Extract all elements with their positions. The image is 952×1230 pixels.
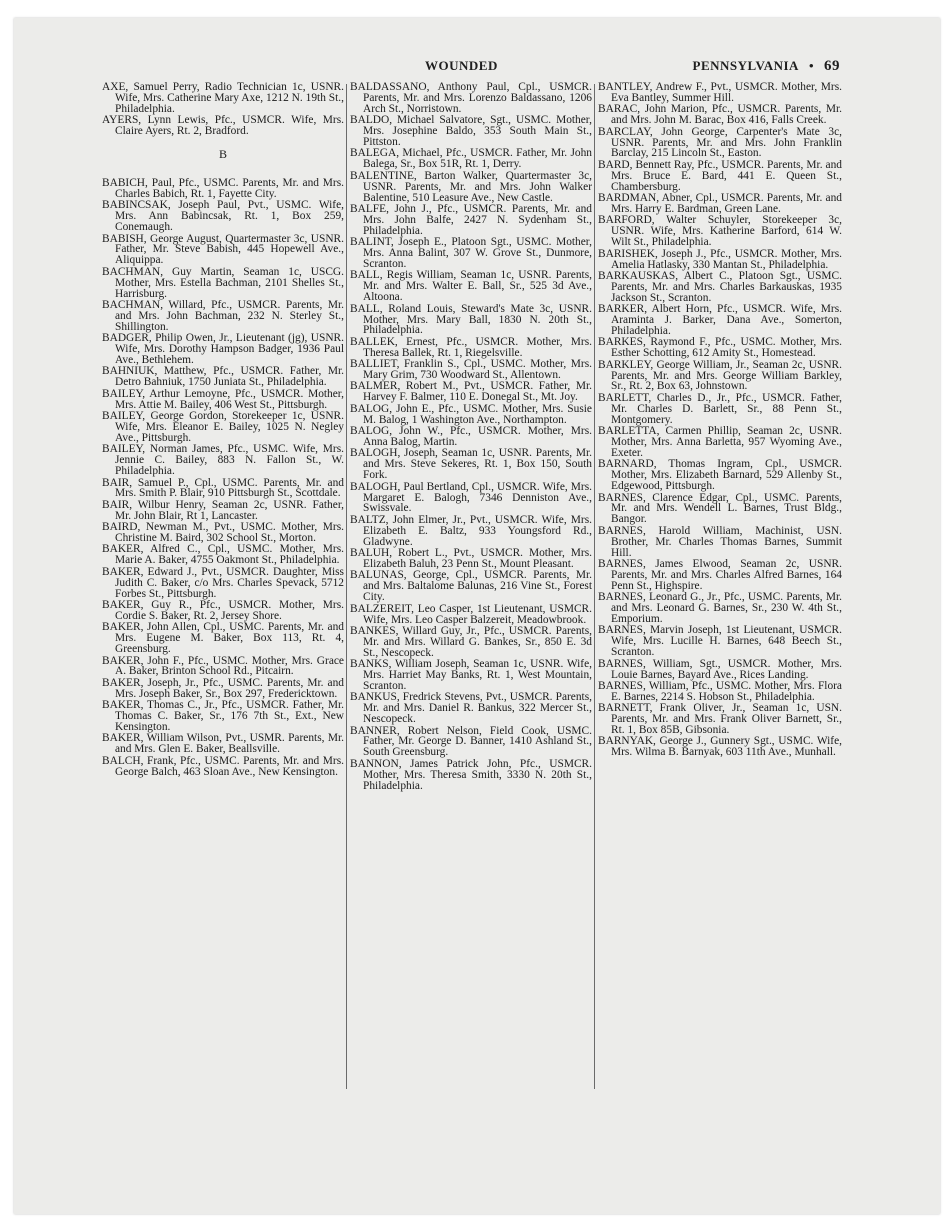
roster-entry: BANNER, Robert Nelson, Field Cook, USMC. Father, Mr. George D. Banner, 1410 Ashland St., South Greensburg. <box>350 724 592 759</box>
column-divider <box>594 84 595 1089</box>
roster-entry: BARNES, James Elwood, Seaman 2c, USNR. Parents, Mr. and Mrs. Charles Alfred Barnes, 164 Penn St., Highspire. <box>598 557 842 592</box>
roster-entry: BARNYAK, George J., Gunnery Sgt., USMC. Wife, Mrs. Wilma B. Barnyak, 603 11th Ave., Munhall. <box>598 735 842 759</box>
column-divider <box>346 84 347 1089</box>
roster-entry: BALENTINE, Barton Walker, Quartermaster 3c, USNR. Parents, Mr. and Mrs. John Walker Balentine, 510 Leasure Ave., New Castle. <box>350 169 592 204</box>
roster-entry: BAKER, Guy R., Pfc., USMCR. Mother, Mrs. Cordie S. Baker, Rt. 2, Jersey Shore. <box>102 598 344 622</box>
roster-entry: BALFE, John J., Pfc., USMCR. Parents, Mr. and Mrs. John Balfe, 2427 N. Sydenham St., Philadelphia. <box>350 202 592 237</box>
roster-entry: BAKER, John F., Pfc., USMC. Mother, Mrs. Grace A. Baker, Brinton School Rd., Pitcairn. <box>102 654 344 678</box>
roster-entry: BALL, Roland Louis, Steward's Mate 3c, USNR. Mother, Mrs. Mary Ball, 1830 N. 20th St., Philadelphia. <box>350 302 592 337</box>
roster-entry: BARISHEK, Joseph J., Pfc., USMCR. Mother, Mrs. Amelia Hatlasky, 330 Mantan St., Philadelphia. <box>598 247 842 271</box>
roster-entry: BARNES, Clarence Edgar, Cpl., USMC. Parents, Mr. and Mrs. Wendell L. Barnes, Trust Bldg., Bangor. <box>598 491 842 526</box>
section-letter: B <box>218 147 227 162</box>
column-2 <box>350 82 592 1092</box>
roster-entry: BANKES, Willard Guy, Jr., Pfc., USMCR. Parents, Mr. and Mrs. Willard G. Bankes, Sr., 850 E. 3d St., Nescopeck. <box>350 624 592 659</box>
roster-entry: BABINCSAK, Joseph Paul, Pvt., USMC. Wife, Mrs. Ann Babincsak, Rt. 1, Box 259, Conemaugh. <box>102 199 344 234</box>
column-3 <box>598 82 842 1092</box>
roster-entry: BARNES, Marvin Joseph, 1st Lieutenant, USMCR. Wife, Mrs. Lucille H. Barnes, 648 Beech St., Scranton. <box>598 624 842 659</box>
column-3-entries <box>598 82 842 758</box>
roster-entry: BANKS, William Joseph, Seaman 1c, USNR. Wife, Mrs. Harriet May Banks, Rt. 1, West Mountain, Scranton. <box>350 658 592 692</box>
roster-entry: BALMER, Robert M., Pvt., USMCR. Father, Mr. Harvey F. Balmer, 110 E. Donegal St., Mt. Joy. <box>350 380 592 404</box>
roster-entry: BARLETT, Charles D., Jr., Pfc., USMCR. Father, Mr. Charles D. Barlett, Sr., 88 Penn St., Montgomery. <box>598 391 842 426</box>
roster-entry: BALCH, Frank, Pfc., USMC. Parents, Mr. and Mrs. George Balch, 463 Sloan Ave., New Kensington. <box>102 754 344 778</box>
roster-entry: BALINT, Joseph E., Platoon Sgt., USMC. Mother, Mrs. Anna Balint, 307 W. Grove St., Dunmore, Scranton. <box>350 236 592 270</box>
header-right <box>693 58 840 75</box>
roster-entry: BARNES, William, Pfc., USMC. Mother, Mrs. Flora E. Barnes, 2214 S. Hobson St., Philadelphia. <box>598 679 842 703</box>
roster-entry: BAHNIUK, Matthew, Pfc., USMCR. Father, Mr. Detro Bahniuk, 1750 Juniata St., Philadelphia. <box>102 365 344 389</box>
roster-entry: BARNARD, Thomas Ingram, Cpl., USMCR. Mother, Mrs. Elizabeth Barnard, 529 Allenby St., Edgewood, Pittsburgh. <box>598 458 842 493</box>
roster-entry: BAKER, Thomas C., Jr., Pfc., USMCR. Father, Mr. Thomas C. Baker, Sr., 176 7th St., Ext., New Kensington. <box>102 699 344 733</box>
roster-entry: BARLETTA, Carmen Phillip, Seaman 2c, USNR. Mother, Mrs. Anna Barletta, 957 Wyoming Ave., Exeter. <box>598 425 842 459</box>
roster-entry: BANNON, James Patrick John, Pfc., USMCR. Mother, Mrs. Theresa Smith, 3330 N. 20th St., Philadelphia. <box>350 757 592 792</box>
roster-entry: BARNES, William, Sgt., USMCR. Mother, Mrs. Louie Barnes, Bayard Ave., Rices Landing. <box>598 657 842 681</box>
column-1-entries-a <box>102 82 344 137</box>
roster-entry: BALOGH, Joseph, Seaman 1c, USNR. Parents, Mr. and Mrs. Steve Sekeres, Rt. 1, Box 150, South Fork. <box>350 447 592 482</box>
roster-entry: BAIR, Samuel P., Cpl., USMC. Parents, Mr. and Mrs. Smith P. Blair, 910 Pittsburgh St., Scottdale. <box>102 476 344 500</box>
roster-entry: BARNES, Leonard G., Jr., Pfc., USMC. Parents, Mr. and Mrs. Leonard G. Barnes, Sr., 230 W. 4th St., Emporium. <box>598 591 842 625</box>
roster-entry: BAKER, William Wilson, Pvt., USMR. Parents, Mr. and Mrs. Glen E. Baker, Beallsville. <box>102 732 344 756</box>
roster-entry: BARD, Bennett Ray, Pfc., USMCR. Parents, Mr. and Mrs. Bruce E. Bard, 441 E. Queen St., Chambersburg. <box>598 158 842 193</box>
bullet-separator: • <box>808 58 814 73</box>
roster-entry: BAKER, Edward J., Pvt., USMCR. Daughter, Miss Judith C. Baker, c/o Mrs. Charles Spevack, 5712 Forbes St., Pittsburgh. <box>102 565 344 600</box>
roster-entry: BARAC, John Marion, Pfc., USMCR. Parents, Mr. and Mrs. John M. Barac, Box 416, Falls Creek. <box>598 103 842 127</box>
roster-entry: BAKER, Joseph, Jr., Pfc., USMC. Parents, Mr. and Mrs. Joseph Baker, Sr., Box 297, Fredericktown. <box>102 676 344 700</box>
state-title: PENNSYLVANIA <box>692 58 799 73</box>
page-number: 69 <box>824 58 840 74</box>
roster-entry: BARKLEY, George William, Jr., Seaman 2c, USNR. Parents, Mr. and Mrs. George William Barkley, Sr., Rt. 2, Box 63, Johnstown. <box>598 358 842 393</box>
roster-entry: BALOG, John W., Pfc., USMCR. Mother, Mrs. Anna Balog, Martin. <box>350 425 592 448</box>
roster-entry: BARFORD, Walter Schuyler, Storekeeper 3c, USNR. Wife, Mrs. Katherine Barford, 614 W. Wilt St., Philadelphia. <box>598 214 842 249</box>
roster-entry: BARNETT, Frank Oliver, Jr., Seaman 1c, USN. Parents, Mr. and Mrs. Frank Oliver Barnett, Sr., Rt. 1, Box 85B, Gibsonia. <box>598 702 842 737</box>
roster-entry: BANTLEY, Andrew F., Pvt., USMCR. Mother, Mrs. Eva Bantley, Summer Hill. <box>598 82 842 104</box>
roster-entry: AYERS, Lynn Lewis, Pfc., USMCR. Wife, Mrs. Claire Ayers, Rt. 2, Bradford. <box>102 114 344 138</box>
roster-entry: BANKUS, Fredrick Stevens, Pvt., USMCR. Parents, Mr. and Mrs. Daniel R. Bankus, 322 Mercer St., Nescopeck. <box>350 691 592 726</box>
roster-entry: BAILEY, Norman James, Pfc., USMC. Wife, Mrs. Jennie C. Bailey, 883 N. Fallon St., W. Philadelphia. <box>102 443 344 478</box>
roster-entry: BAILEY, George Gordon, Storekeeper 1c, USNR. Wife, Mrs. Eleanor E. Bailey, 1025 N. Negley Ave., Pittsburgh. <box>102 410 344 444</box>
roster-entry: BALLIET, Franklin S., Cpl., USMC. Mother, Mrs. Mary Grim, 730 Woodward St., Allentown. <box>350 358 592 382</box>
roster-entry: BAIR, Wilbur Henry, Seaman 2c, USNR. Father, Mr. John Blair, Rt 1, Lancaster. <box>102 498 344 522</box>
columns-container <box>102 82 847 1102</box>
column-1-entries-b <box>102 178 344 777</box>
roster-entry: AXE, Samuel Perry, Radio Technician 1c, USNR. Wife, Mrs. Catherine Mary Axe, 1212 N. 19th St., Philadelphia. <box>102 82 344 115</box>
roster-entry: BALTZ, John Elmer, Jr., Pvt., USMCR. Wife, Mrs. Elizabeth E. Baltz, 933 Youngsford Rd., Gladwyne. <box>350 513 592 548</box>
roster-entry: BALDO, Michael Salvatore, Sgt., USMC. Mother, Mrs. Josephine Baldo, 353 South Main St., Pittston. <box>350 114 592 149</box>
section-title: WOUNDED <box>425 58 498 73</box>
roster-entry: BACHMAN, Willard, Pfc., USMCR. Parents, Mr. and Mrs. John Bachman, 232 N. Sterley St., Shillington. <box>102 299 344 333</box>
roster-entry: BALOG, John E., Pfc., USMC. Mother, Mrs. Susie M. Balog, 1 Washington Ave., Northampton. <box>350 402 592 426</box>
roster-entry: BARCLAY, John George, Carpenter's Mate 3c, USNR. Parents, Mr. and Mrs. John Franklin Barclay, 215 Lincoln St., Easton. <box>598 125 842 160</box>
roster-entry: BABICH, Paul, Pfc., USMC. Parents, Mr. and Mrs. Charles Babich, Rt. 1, Fayette City. <box>102 177 344 200</box>
roster-entry: BAKER, Alfred C., Cpl., USMC. Mother, Mrs. Marie A. Baker, 4755 Oakmont St., Philadelphia. <box>102 543 344 567</box>
roster-entry: BALL, Regis William, Seaman 1c, USNR. Parents, Mr. and Mrs. Walter E. Ball, Sr., 525 3d Ave., Altoona. <box>350 269 592 304</box>
roster-entry: BAKER, John Allen, Cpl., USMC. Parents, Mr. and Mrs. Eugene M. Baker, Box 113, Rt. 4, Greensburg. <box>102 621 344 656</box>
roster-entry: BALUH, Robert L., Pvt., USMCR. Mother, Mrs. Elizabeth Baluh, 23 Penn St., Mount Pleasant. <box>350 547 592 570</box>
roster-entry: BALOGH, Paul Bertland, Cpl., USMCR. Wife, Mrs. Margaret E. Balogh, 7346 Denniston Ave., Swissvale. <box>350 480 592 515</box>
roster-entry: BAILEY, Arthur Lemoyne, Pfc., USMCR. Mother, Mrs. Attie M. Bailey, 406 West St., Pittsburgh. <box>102 387 344 411</box>
roster-entry: BARNES, Harold William, Machinist, USN. Brother, Mr. Charles Thomas Barnes, Summit Hill. <box>598 524 842 559</box>
roster-entry: BALDASSANO, Anthony Paul, Cpl., USMCR. Parents, Mr. and Mrs. Lorenzo Baldassano, 1206 Arch St., Norristown. <box>350 82 592 115</box>
roster-entry: BALUNAS, George, Cpl., USMCR. Parents, Mr. and Mrs. Baltalome Balunas, 216 Vine St., Forest City. <box>350 569 592 604</box>
roster-entry: BARKAUSKAS, Albert C., Platoon Sgt., USMC. Parents, Mr. and Mrs. Charles Barkauskas, 1935 Jackson St., Scranton. <box>598 269 842 304</box>
roster-entry: BACHMAN, Guy Martin, Seaman 1c, USCG. Mother, Mrs. Estella Bachman, 2101 Shelles St., Harrisburg. <box>102 265 344 300</box>
column-2-entries <box>350 82 592 792</box>
roster-entry: BAIRD, Newman M., Pvt., USMC. Mother, Mrs. Christine M. Baird, 302 School St., Morton. <box>102 521 344 545</box>
page-header <box>100 58 840 78</box>
roster-entry: BARDMAN, Abner, Cpl., USMCR. Parents, Mr. and Mrs. Harry E. Bardman, Green Lane. <box>598 192 842 215</box>
roster-entry: BADGER, Philip Owen, Jr., Lieutenant (jg), USNR. Wife, Mrs. Dorothy Hampson Badger, 1936 Paul Ave., Bethlehem. <box>102 332 344 367</box>
column-1 <box>102 82 344 1092</box>
roster-entry: BARKER, Albert Horn, Pfc., USMCR. Wife, Mrs. Araminta J. Barker, Dana Ave., Somerton, Philadelphia. <box>598 303 842 337</box>
roster-entry: BALLEK, Ernest, Pfc., USMCR. Mother, Mrs. Theresa Ballek, Rt. 1, Riegelsville. <box>350 335 592 359</box>
roster-entry: BARKES, Raymond F., Pfc., USMC. Mother, Mrs. Esther Schotting, 612 Amity St., Homestead. <box>598 336 842 360</box>
roster-entry: BALEGA, Michael, Pfc., USMCR. Father, Mr. John Balega, Sr., Box 51R, Rt. 1, Derry. <box>350 147 592 171</box>
roster-entry: BABISH, George August, Quartermaster 3c, USNR. Father, Mr. Steve Babish, 445 Hopewell Ave., Aliquippa. <box>102 232 344 267</box>
roster-entry: BALZEREIT, Leo Casper, 1st Lieutenant, USMCR. Wife, Mrs. Leo Casper Balzereit, Meadowbrook. <box>350 602 592 626</box>
